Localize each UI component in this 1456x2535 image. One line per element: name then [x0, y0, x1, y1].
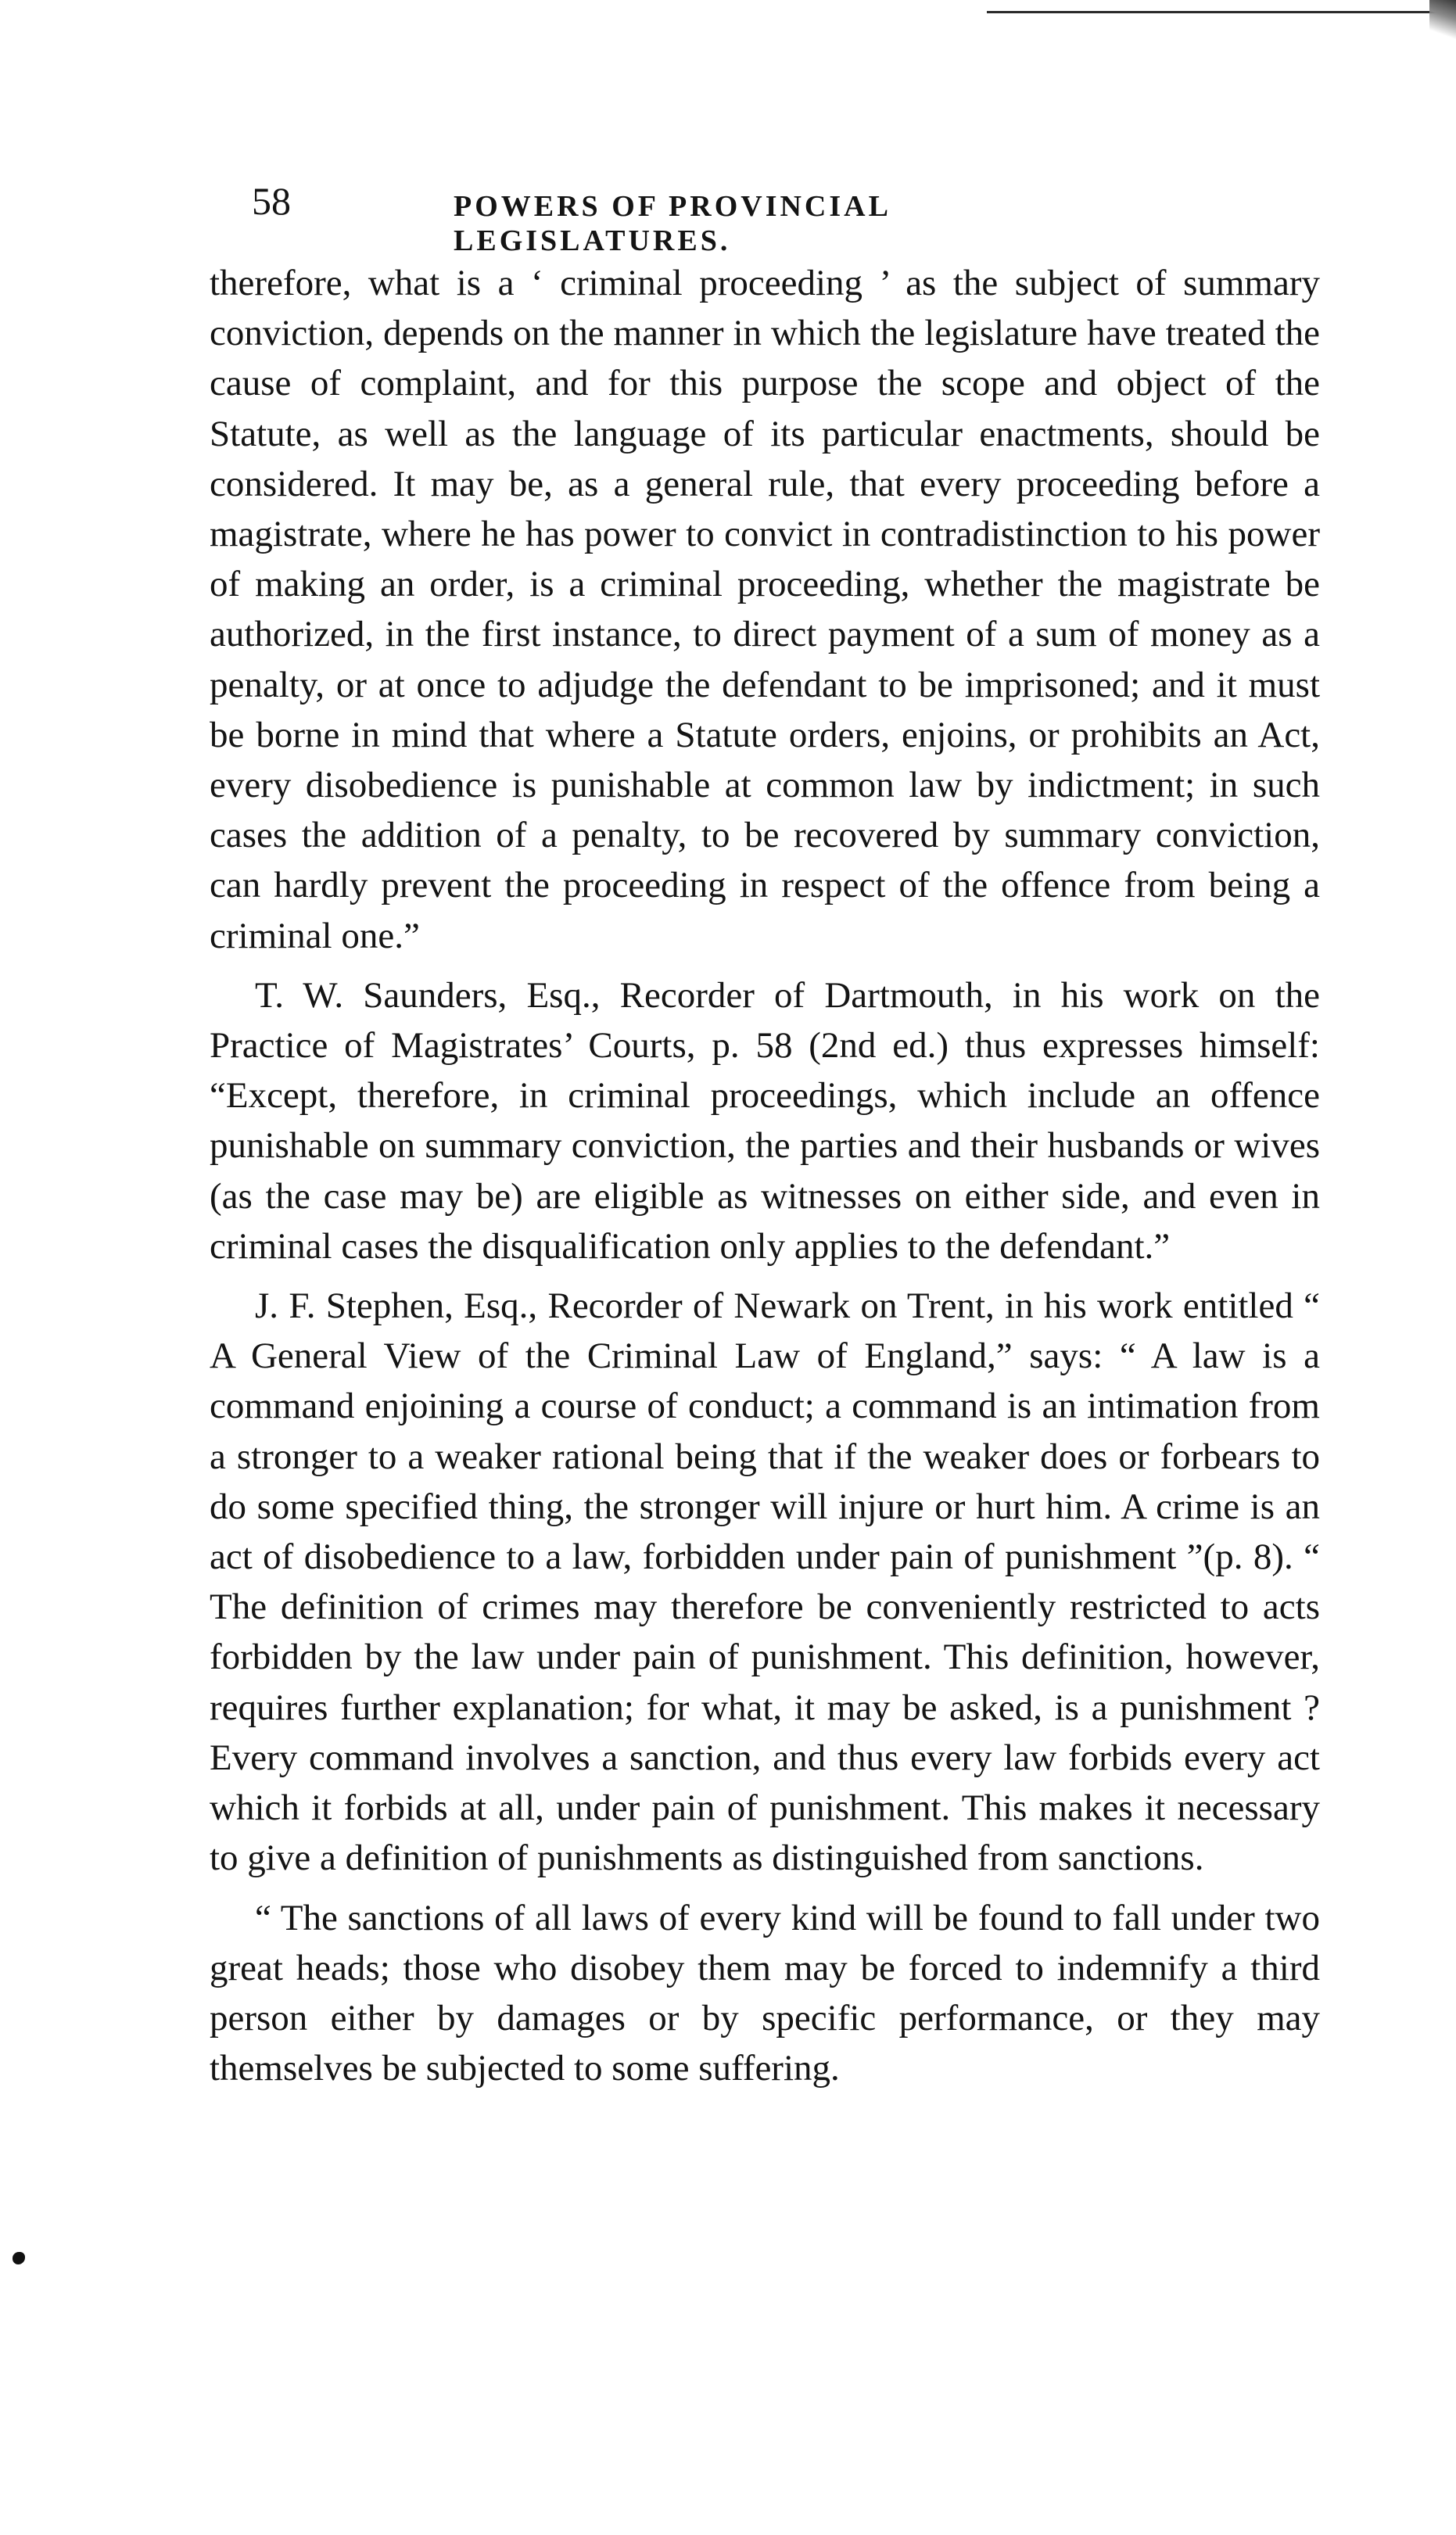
paragraph-continuation: therefore, what is a ‘ criminal proceeding ’ as the subject of summary conviction, depends on the manner in which the legislature have treated the cause of complaint, and for this purpose the scope and object of the Statute, as well as the language of its particular enactments, should be considered. It may be, as a general rule, that every proceeding before a magistrate, where he has power to convict in contradistinction to his power of making an order, is a criminal proceeding, whether the magistrate be authorized, in the first instance, to direct payment of a sum of money as a penalty, or at once to adjudge the defendant to be imprisoned; and it must be borne in mind that where a Statute orders, enjoins, or prohibits an Act, every disobedience is punishable at common law by indictment; in such cases the addition of a penalty, to be recovered by summary conviction, can hardly prevent the proceeding in respect of the offence from being a criminal one.”	[210, 263, 1320, 956]
paragraph-sanctions: “ The sanctions of all laws of every kind will be found to fall under two great heads; those who disobey them may be forced to indemnify a third person either by damages or by specific performance, or they may themselves be subjected to some suffering.	[210, 1897, 1320, 2089]
running-title: POWERS OF PROVINCIAL LEGISLATURES.	[454, 190, 890, 257]
page-number: 58	[252, 179, 291, 223]
running-head	[252, 178, 1159, 257]
scan-edge-line	[987, 0, 1456, 13]
scan-corner-shadow	[1429, 0, 1456, 47]
margin-ink-mark	[13, 2252, 25, 2264]
paragraph-stephen: J. F. Stephen, Esq., Recorder of Newark on Trent, in his work entitled “ A General View of the Criminal Law of England,” says: “ A law is a command enjoining a course of conduct; a command is an intimation from a stronger to a weaker rational being that if the weaker does or forbears to do some specified thing, the stronger will injure or hurt him. A crime is an act of disobedience to a law, forbidden under pain of punishment ”(p. 8). “ The definition of crimes may therefore be conveniently restricted to acts forbidden by the law under pain of punishment. This definition, however, requires further explanation; for what, it may be asked, is a punishment ? Every command involves a sanction, and thus every law forbids every act which it forbids at all, under pain of punishment. This makes it necessary to give a definition of punishments as distinguished from sanctions.	[210, 1285, 1320, 1879]
paragraph-saunders: T. W. Saunders, Esq., Recorder of Dartmouth, in his work on the Practice of Magistrates’ Courts, p. 58 (2nd ed.) thus expresses himself: “Except, therefore, in criminal proceedings, which include an offence punishable on summary conviction, the parties and their husbands or wives (as the case may be) are eligible as witnesses on either side, and even in criminal cases the disqualification only applies to the defendant.”	[210, 974, 1320, 1267]
body-text	[210, 258, 1320, 2093]
